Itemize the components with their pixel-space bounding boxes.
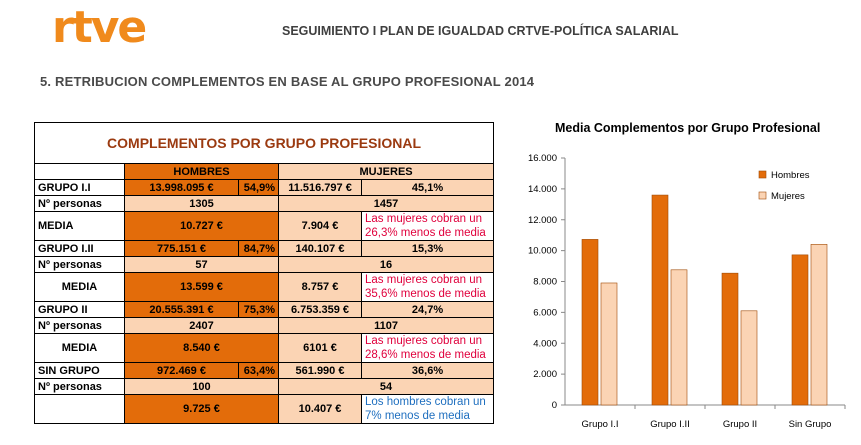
- hombres-personas: 1305: [125, 196, 279, 212]
- row-label: Nº personas: [35, 318, 125, 334]
- y-tick-label: 14.000: [527, 183, 557, 195]
- table-row: [35, 273, 494, 302]
- table-row: [35, 318, 494, 334]
- x-tick-label: Grupo I.I: [581, 419, 619, 430]
- hombres-total: 775.151 €: [125, 241, 239, 257]
- mujeres-percent: 36,6%: [362, 363, 494, 379]
- mujeres-personas: 54: [279, 379, 494, 395]
- bar: [671, 270, 687, 405]
- legend-swatch: [759, 171, 766, 178]
- hombres-percent: 54,9%: [239, 180, 279, 196]
- media-note: Los hombres cobran un 7% menos de media: [362, 395, 494, 424]
- bar: [601, 283, 617, 405]
- hombres-media: 10.727 €: [125, 212, 279, 241]
- y-tick-label: 12.000: [527, 214, 557, 226]
- hombres-percent: 84,7%: [239, 241, 279, 257]
- hombres-media: 9.725 €: [125, 395, 279, 424]
- row-label: MEDIA: [35, 212, 125, 241]
- bar: [652, 195, 668, 405]
- legend-label: Mujeres: [771, 191, 805, 202]
- hombres-total: 20.555.391 €: [125, 302, 239, 318]
- x-tick-label: Grupo II: [722, 419, 758, 430]
- rtve-logo: rtve: [52, 2, 146, 53]
- section-title: 5. RETRIBUCION COMPLEMENTOS EN BASE AL GRUPO PROFESIONAL 2014: [40, 74, 535, 89]
- x-tick-label: Sin Grupo: [788, 419, 832, 430]
- media-note: Las mujeres cobran un 26,3% menos de media: [362, 212, 494, 241]
- mujeres-media: 7.904 €: [279, 212, 362, 241]
- mujeres-percent: 45,1%: [362, 180, 494, 196]
- row-label: GRUPO I.I: [35, 180, 125, 196]
- row-label: SIN GRUPO: [35, 363, 125, 379]
- mujeres-personas: 1457: [279, 196, 494, 212]
- row-label: [35, 395, 125, 424]
- header-empty: [35, 164, 125, 180]
- mujeres-media: 10.407 €: [279, 395, 362, 424]
- mujeres-personas: 16: [279, 257, 494, 273]
- table-row: [35, 334, 494, 363]
- row-label: MEDIA: [35, 273, 125, 302]
- legend-swatch: [759, 192, 766, 199]
- y-tick-label: 16.000: [527, 153, 557, 164]
- row-label: GRUPO I.II: [35, 241, 125, 257]
- hombres-personas: 2407: [125, 318, 279, 334]
- table-header-row: [35, 164, 494, 180]
- media-note: Las mujeres cobran un 35,6% menos de media: [362, 273, 494, 302]
- hombres-percent: 63,4%: [239, 363, 279, 379]
- mujeres-media: 6101 €: [279, 334, 362, 363]
- y-tick-label: 8.000: [533, 276, 557, 288]
- table-row: [35, 302, 494, 318]
- y-tick-label: 0: [551, 400, 557, 411]
- mujeres-total: 11.516.797 €: [279, 180, 362, 196]
- bar: [722, 273, 738, 405]
- y-tick-label: 6.000: [533, 307, 557, 319]
- bar-chart: [505, 145, 855, 435]
- table-row: [35, 241, 494, 257]
- hombres-total: 972.469 €: [125, 363, 239, 379]
- hombres-total: 13.998.095 €: [125, 180, 239, 196]
- mujeres-percent: 15,3%: [362, 241, 494, 257]
- x-tick-label: Grupo I.II: [650, 419, 690, 430]
- table-row: [35, 257, 494, 273]
- row-label: Nº personas: [35, 379, 125, 395]
- media-note: Las mujeres cobran un 28,6% menos de media: [362, 334, 494, 363]
- y-tick-label: 10.000: [527, 245, 557, 257]
- mujeres-total: 6.753.359 €: [279, 302, 362, 318]
- row-label: MEDIA: [35, 334, 125, 363]
- complementos-table: [34, 122, 494, 424]
- table-row: [35, 363, 494, 379]
- mujeres-percent: 24,7%: [362, 302, 494, 318]
- chart-title: Media Complementos por Grupo Profesional: [555, 121, 821, 135]
- y-tick-label: 2.000: [533, 369, 557, 381]
- row-label: GRUPO II: [35, 302, 125, 318]
- header-hombres: HOMBRES: [125, 164, 279, 180]
- table-row: [35, 196, 494, 212]
- table-row: [35, 212, 494, 241]
- hombres-media: 8.540 €: [125, 334, 279, 363]
- hombres-personas: 100: [125, 379, 279, 395]
- legend-label: Hombres: [771, 170, 810, 181]
- hombres-media: 13.599 €: [125, 273, 279, 302]
- row-label: Nº personas: [35, 257, 125, 273]
- mujeres-personas: 1107: [279, 318, 494, 334]
- bar: [811, 244, 827, 405]
- mujeres-total: 561.990 €: [279, 363, 362, 379]
- hombres-percent: 75,3%: [239, 302, 279, 318]
- mujeres-total: 140.107 €: [279, 241, 362, 257]
- mujeres-media: 8.757 €: [279, 273, 362, 302]
- bar: [741, 311, 757, 405]
- row-label: Nº personas: [35, 196, 125, 212]
- document-title: SEGUIMIENTO I PLAN DE IGUALDAD CRTVE-POLÍTICA SALARIAL: [282, 24, 679, 38]
- table-row: [35, 395, 494, 424]
- table-title-row: [35, 123, 494, 164]
- y-tick-label: 4.000: [533, 338, 557, 350]
- table-row: [35, 379, 494, 395]
- table-title: COMPLEMENTOS POR GRUPO PROFESIONAL: [35, 123, 494, 164]
- header-mujeres: MUJERES: [279, 164, 494, 180]
- bar: [582, 239, 598, 405]
- hombres-personas: 57: [125, 257, 279, 273]
- table-row: [35, 180, 494, 196]
- bar: [792, 255, 808, 405]
